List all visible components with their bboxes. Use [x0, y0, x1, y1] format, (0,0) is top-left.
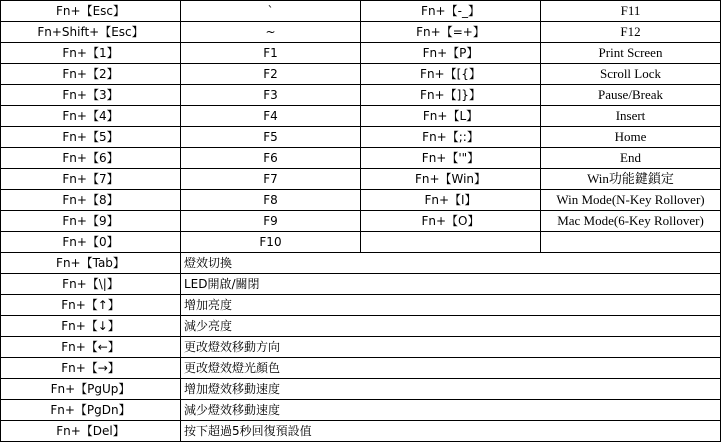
description-cell: 增加亮度 [181, 295, 721, 316]
key-combo-cell: Fn+【I】 [361, 190, 541, 211]
key-combo-cell: Fn+【PgDn】 [1, 400, 181, 421]
description-cell: 增加燈效移動速度 [181, 379, 721, 400]
description-cell: 燈效切換 [181, 253, 721, 274]
key-combo-cell: Fn+【0】 [1, 232, 181, 253]
table-row [1, 148, 721, 169]
key-combo-cell: Fn+【-_】 [361, 1, 541, 22]
key-combo-cell [361, 232, 541, 253]
key-combo-cell: Fn+【4】 [1, 106, 181, 127]
function-cell: Insert [541, 106, 721, 127]
key-combo-cell: Fn+【6】 [1, 148, 181, 169]
key-combo-cell: Fn+【O】 [361, 211, 541, 232]
function-cell: ` [181, 1, 361, 22]
function-cell: F10 [181, 232, 361, 253]
function-cell: ~ [181, 22, 361, 43]
description-cell: 更改燈效移動方向 [181, 337, 721, 358]
table-row [1, 64, 721, 85]
table-row [1, 358, 721, 379]
function-cell: F7 [181, 169, 361, 190]
table-row [1, 169, 721, 190]
description-cell: 減少亮度 [181, 316, 721, 337]
function-cell: Mac Mode(6-Key Rollover) [541, 211, 721, 232]
key-combo-cell: Fn+【1】 [1, 43, 181, 64]
function-cell: F5 [181, 127, 361, 148]
key-combo-cell: Fn+【Del】 [1, 421, 181, 442]
table-row [1, 85, 721, 106]
table-row [1, 400, 721, 421]
table-row [1, 274, 721, 295]
key-combo-cell: Fn+【;:】 [361, 127, 541, 148]
key-combo-cell: Fn+【8】 [1, 190, 181, 211]
table-row [1, 22, 721, 43]
table-row [1, 1, 721, 22]
function-cell: F12 [541, 22, 721, 43]
function-cell: Print Screen [541, 43, 721, 64]
function-cell: Scroll Lock [541, 64, 721, 85]
key-combo-cell: Fn+【P】 [361, 43, 541, 64]
table-row [1, 232, 721, 253]
table-row [1, 253, 721, 274]
key-combo-cell: Fn+【←】 [1, 337, 181, 358]
description-cell: LED開啟/關閉 [181, 274, 721, 295]
key-combo-cell: Fn+【↑】 [1, 295, 181, 316]
key-combo-cell: Fn+【2】 [1, 64, 181, 85]
key-combo-cell: Fn+【Win】 [361, 169, 541, 190]
key-combo-cell: Fn+【7】 [1, 169, 181, 190]
key-combo-cell: Fn+【[{】 [361, 64, 541, 85]
function-cell: Pause/Break [541, 85, 721, 106]
function-cell: F6 [181, 148, 361, 169]
key-combo-cell: Fn+【9】 [1, 211, 181, 232]
table-row [1, 316, 721, 337]
fn-shortcut-table-body [1, 1, 721, 442]
function-cell [541, 232, 721, 253]
key-combo-cell: Fn+【=+】 [361, 22, 541, 43]
function-cell: Win功能鍵鎖定 [541, 169, 721, 190]
function-cell: F8 [181, 190, 361, 211]
key-combo-cell: Fn+【Tab】 [1, 253, 181, 274]
key-combo-cell: Fn+【↓】 [1, 316, 181, 337]
table-row [1, 127, 721, 148]
table-row [1, 295, 721, 316]
description-cell: 按下超過5秒回復預設值 [181, 421, 721, 442]
function-cell: F2 [181, 64, 361, 85]
key-combo-cell: Fn+【3】 [1, 85, 181, 106]
key-combo-cell: Fn+【Esc】 [1, 1, 181, 22]
key-combo-cell: Fn+【\|】 [1, 274, 181, 295]
key-combo-cell: Fn+【PgUp】 [1, 379, 181, 400]
table-row [1, 43, 721, 64]
function-cell: F1 [181, 43, 361, 64]
table-row [1, 421, 721, 442]
function-cell: Win Mode(N-Key Rollover) [541, 190, 721, 211]
function-cell: Home [541, 127, 721, 148]
key-combo-cell: Fn+【→】 [1, 358, 181, 379]
table-row [1, 106, 721, 127]
key-combo-cell: Fn+【L】 [361, 106, 541, 127]
table-row [1, 337, 721, 358]
function-cell: F4 [181, 106, 361, 127]
table-row [1, 379, 721, 400]
function-cell: F9 [181, 211, 361, 232]
table-row [1, 211, 721, 232]
table-row [1, 190, 721, 211]
function-cell: F11 [541, 1, 721, 22]
function-cell: F3 [181, 85, 361, 106]
key-combo-cell: Fn+【5】 [1, 127, 181, 148]
description-cell: 更改燈效燈光顏色 [181, 358, 721, 379]
description-cell: 減少燈效移動速度 [181, 400, 721, 421]
key-combo-cell: Fn+【'"】 [361, 148, 541, 169]
key-combo-cell: Fn+Shift+【Esc】 [1, 22, 181, 43]
function-cell: End [541, 148, 721, 169]
key-combo-cell: Fn+【]}】 [361, 85, 541, 106]
